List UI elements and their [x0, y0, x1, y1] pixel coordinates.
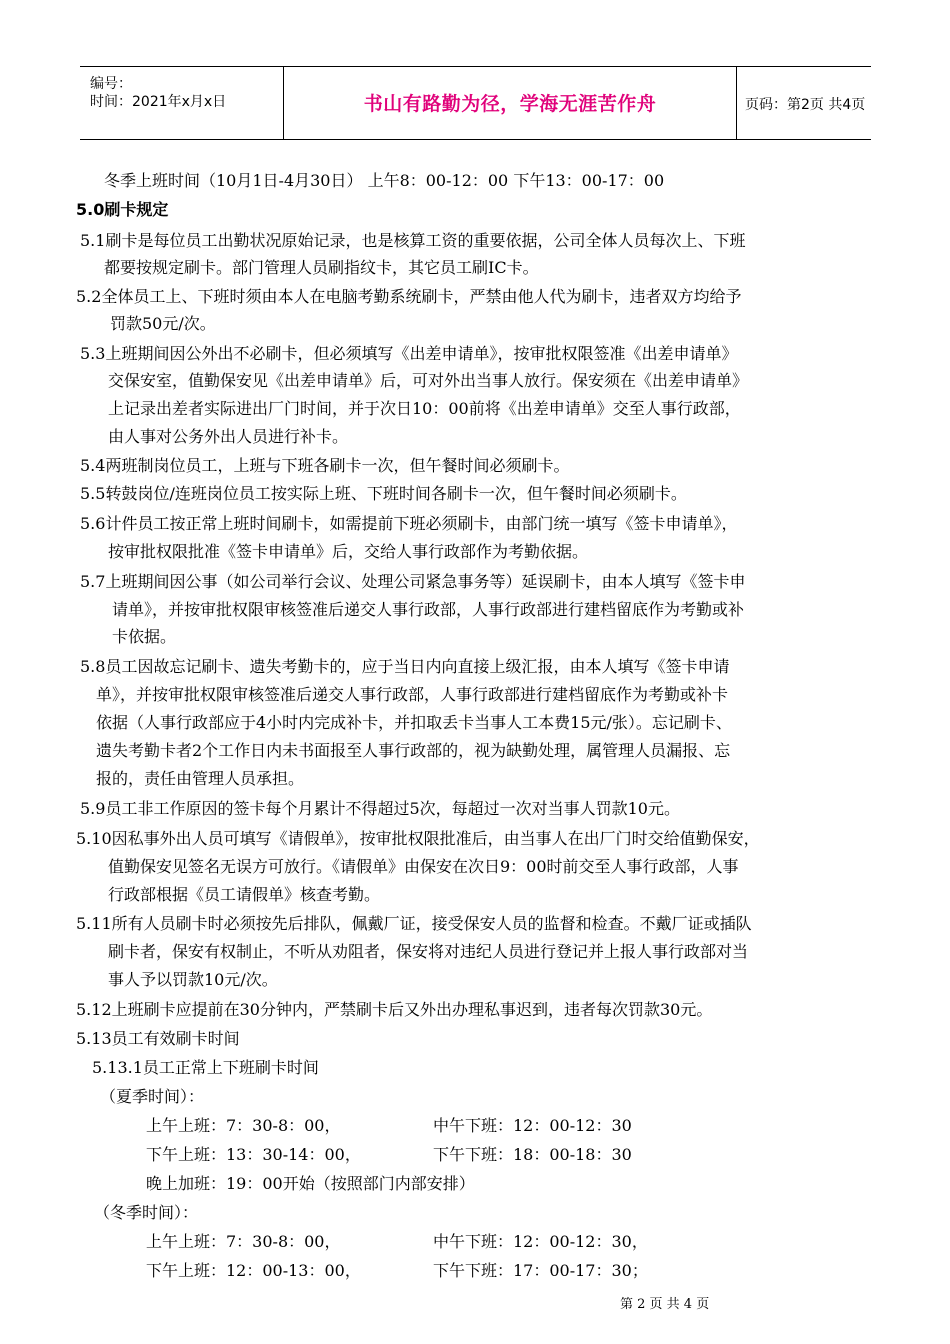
header-page-number: 页码：第2页 共4页: [745, 97, 866, 113]
paragraph-line: 5.7上班期间因公事（如公司举行会议、处理公司紧急事务等）延误刷卡，由本人填写《签卡申: [80, 572, 746, 591]
schedule-entry: 晚上加班：19：00开始（按照部门内部安排）: [146, 1174, 475, 1193]
serial-number-label: 编号：: [90, 76, 132, 92]
winter-hours-line: 冬季上班时间（10月1日-4月30日） 上午8：00-12：00 下午13：00-17：00: [104, 171, 665, 190]
paragraph-line: 5.5转鼓岗位/连班岗位员工按实际上班、下班时间各刷卡一次，但午餐时间必须刷卡。: [80, 484, 687, 503]
subsection-heading: 5.13.1员工正常上下班刷卡时间: [92, 1058, 319, 1077]
schedule-entry: 下午上班：12：00-13：00，: [146, 1261, 361, 1280]
summer-schedule-label: （夏季时间）：: [100, 1087, 205, 1106]
date-label: 时间：2021年x月x日: [90, 94, 227, 110]
paragraph-line: 卡依据。: [112, 627, 177, 646]
header-motto: 书山有路勤为径，学海无涯苦作舟: [363, 93, 657, 115]
header-left-cell: [80, 67, 283, 139]
page-footer: 第 2 页 共 4 页: [620, 1297, 710, 1312]
schedule-entry: 上午上班：7：30-8：00，: [146, 1232, 341, 1251]
paragraph-line: 由人事对公务外出人员进行补卡。: [108, 427, 349, 446]
paragraph-line: 行政部根据《员工请假单》核查考勤。: [108, 885, 381, 904]
paragraph-line: 5.12上班刷卡应提前在30分钟内，严禁刷卡后又外出办理私事迟到，违者每次罚款30元。: [76, 1000, 713, 1019]
paragraph-line: 5.10因私事外出人员可填写《请假单》，按审批权限批准后，由当事人在出厂门时交给值勤保安，: [76, 829, 760, 848]
paragraph-line: 都要按规定刷卡。部门管理人员刷指纹卡，其它员工刷IC卡。: [104, 258, 539, 277]
paragraph-line: 依据（人事行政部应于4小时内完成补卡，并扣取丢卡当事人工本费15元/张）。忘记刷卡、: [96, 713, 732, 732]
paragraph-line: 5.8员工因故忘记刷卡、遗失考勤卡的，应于当日内向直接上级汇报，由本人填写《签卡申请: [80, 657, 730, 676]
schedule-entry: 下午下班：17：00-17：30；: [433, 1261, 648, 1280]
paragraph-line: 交保安室，值勤保安见《出差申请单》后，可对外出当事人放行。保安须在《出差申请单》: [108, 371, 749, 390]
subsection-heading: 5.13员工有效刷卡时间: [76, 1029, 240, 1048]
page-header: [80, 66, 871, 140]
paragraph-line: 5.2全体员工上、下班时须由本人在电脑考勤系统刷卡，严禁由他人代为刷卡，违者双方均给予: [76, 287, 742, 306]
paragraph-line: 5.4两班制岗位员工，上班与下班各刷卡一次，但午餐时间必须刷卡。: [80, 456, 570, 475]
paragraph-line: 5.11所有人员刷卡时必须按先后排队，佩戴厂证，接受保安人员的监督和检查。不戴厂证或插队: [76, 914, 752, 933]
paragraph-line: 5.6计件员工按正常上班时间刷卡，如需提前下班必须刷卡，由部门统一填写《签卡申请单》，: [80, 514, 738, 533]
schedule-entry: 中午下班：12：00-12：30，: [433, 1232, 648, 1251]
paragraph-line: 上记录出差者实际进出厂门时间，并于次日10：00前将《出差申请单》交至人事行政部，: [108, 399, 741, 418]
schedule-entry: 中午下班：12：00-12：30: [433, 1116, 632, 1135]
paragraph-line: 5.9员工非工作原因的签卡每个月累计不得超过5次，每超过一次对当事人罚款10元。: [80, 799, 680, 818]
paragraph-line: 罚款50元/次。: [110, 314, 216, 333]
paragraph-line: 单》，并按审批权限审核签准后递交人事行政部，人事行政部进行建档留底作为考勤或补卡: [96, 685, 729, 704]
schedule-entry: 下午下班：18：00-18：30: [433, 1145, 632, 1164]
paragraph-line: 请单》，并按审批权限审核签准后递交人事行政部，人事行政部进行建档留底作为考勤或补: [112, 600, 745, 619]
paragraph-line: 5.3上班期间因公外出不必刷卡，但必须填写《出差申请单》，按审批权限签准《出差申请单》: [80, 344, 738, 363]
schedule-entry: 上午上班：7：30-8：00，: [146, 1116, 341, 1135]
winter-schedule-label: （冬季时间）：: [94, 1203, 199, 1222]
paragraph-line: 按审批权限批准《签卡申请单》后，交给人事行政部作为考勤依据。: [108, 542, 589, 561]
paragraph-line: 刷卡者，保安有权制止，不听从劝阻者，保安将对违纪人员进行登记并上报人事行政部对当: [108, 942, 749, 961]
section-heading: 5.0刷卡规定: [76, 200, 169, 219]
paragraph-line: 报的，责任由管理人员承担。: [96, 769, 305, 788]
header-motto-cell: [283, 67, 737, 139]
paragraph-line: 遗失考勤卡者2个工作日内未书面报至人事行政部的，视为缺勤处理，属管理人员漏报、忘: [96, 741, 731, 760]
paragraph-line: 值勤保安见签名无误方可放行。《请假单》由保安在次日9：00时前交至人事行政部，人事: [108, 857, 739, 876]
header-page-cell: [737, 67, 871, 139]
schedule-entry: 下午上班：13：30-14：00，: [146, 1145, 361, 1164]
paragraph-line: 事人予以罚款10元/次。: [108, 970, 278, 989]
paragraph-line: 5.1刷卡是每位员工出勤状况原始记录，也是核算工资的重要依据，公司全体人员每次上、下班: [80, 231, 746, 250]
